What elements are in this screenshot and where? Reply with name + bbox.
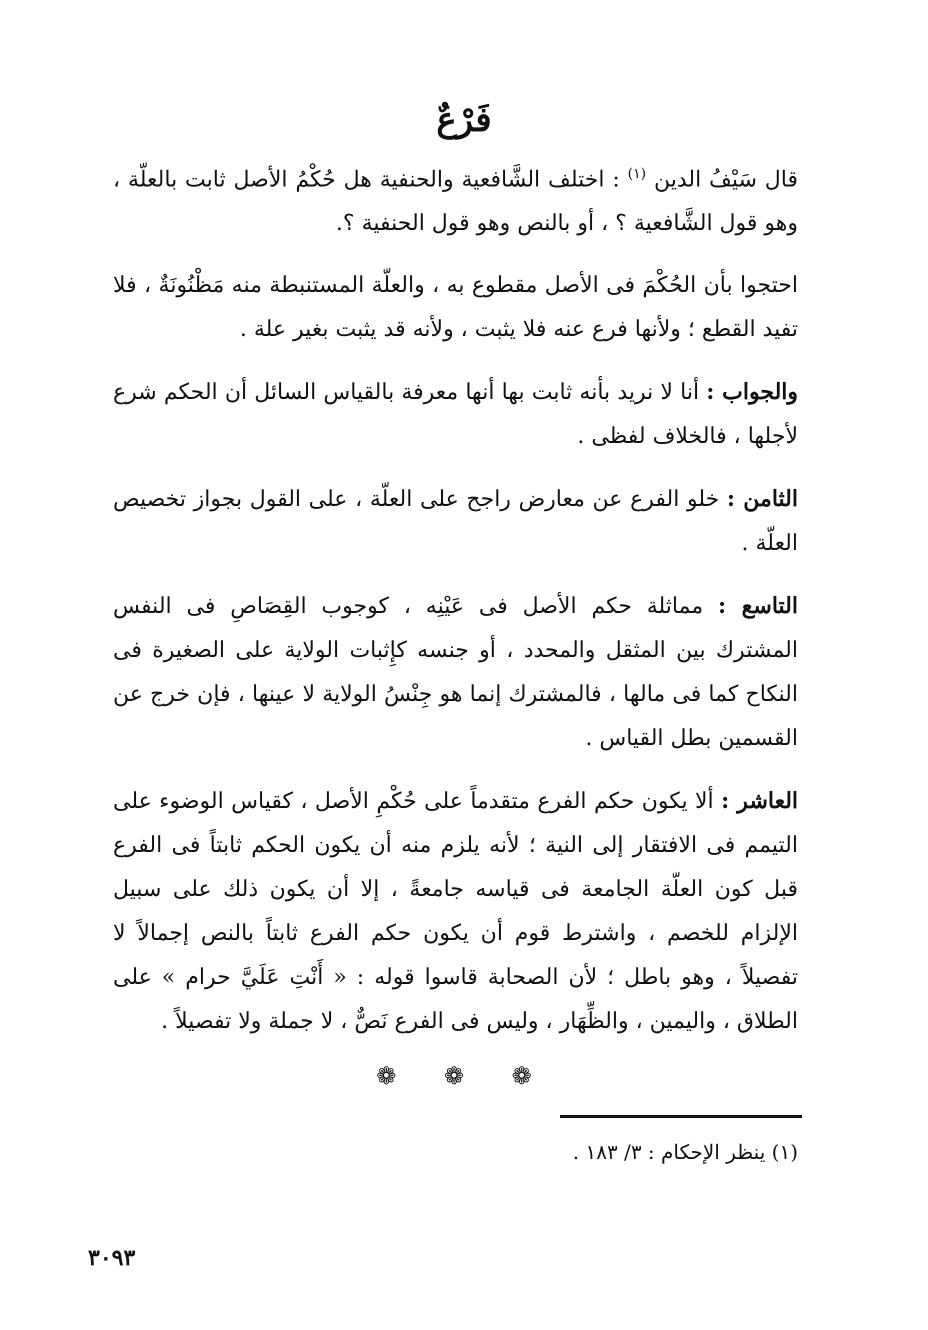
- paragraph-1-text-cont: : اختلف الشَّافعية والحنفية هل حُكْمُ الأصل ثابت بالعلّة ، وهو قول الشَّافعية ؟ ، أو بالنص وهو قول الحنفية ؟.: [113, 167, 798, 237]
- paragraph-6-text: ألا يكون حكم الفرع متقدماً على حُكْمِ الأصل ، كقياس الوضوء على التيمم فى الافتقار إلى النية ؛ لأنه يلزم منه أن يكون الحكم ثابتاً فى الفرع قبل كون العلّة الجامعة فى قياسه جامعةً ، إلا أن يكون ذلك على سبيل الإلزام للخصم ، واشترط قوم أن يكون حكم الفرع ثابتاً بالنص إجمالاً لا تفصيلاً ، وهو باطل ؛ لأن الصحابة قاسوا قوله : « أَنْتِ عَلَيَّ حرام » على الطلاق ، واليمين ، والظِّهَار ، وليس فى الفرع نَصٌّ ، لا جملة ولا تفصيلاً .: [113, 789, 798, 1035]
- paragraph-3-text: أنا لا نريد بأنه ثابت بها أنها معرفة بالقياس السائل أن الحكم شرع لأجلها ، فالخلاف لفظى .: [113, 380, 798, 450]
- paragraph-2: [113, 264, 798, 352]
- page-number: ٣٠٩٣: [88, 1245, 136, 1271]
- section-separator-ornament: ❁ ❁ ❁: [376, 1062, 552, 1090]
- paragraph-3: [113, 370, 798, 459]
- paragraph-4-text: خلو الفرع عن معارض راجح على العلّة ، على القول بجواز تخصيص العلّة .: [113, 487, 798, 557]
- paragraph-1: [113, 152, 798, 246]
- section-title: فَرْعٌ: [436, 100, 492, 140]
- paragraph-6-lead: العاشر :: [721, 788, 799, 815]
- footnote: (١) ينظر الإحكام : ٣/ ١٨٣ .: [572, 1140, 798, 1164]
- paragraph-2-text: احتجوا بأن الحُكْمَ فى الأصل مقطوع به ، والعلّة المستنبطة منه مَظْنُونَةٌ ، فلا تفيد القطع ؛ ولأنها فرع عنه فلا يثبت ، ولأنه قد يثبت بغير علة .: [113, 273, 798, 343]
- paragraph-1-text: قال سَيْفُ الدين: [653, 167, 798, 193]
- paragraph-3-lead: والجواب :: [706, 379, 799, 406]
- paragraph-5-lead: التاسع :: [718, 593, 798, 620]
- paragraph-4-lead: الثامن :: [726, 486, 798, 513]
- paragraph-5: [113, 584, 798, 761]
- footnote-reference: (١): [627, 166, 647, 182]
- paragraph-6: [113, 779, 798, 1044]
- body-text: [113, 152, 798, 1062]
- paragraph-4: [113, 477, 798, 566]
- footnote-divider: [560, 1115, 802, 1118]
- paragraph-5-text: مماثلة حكم الأصل فى عَيْنِه ، كوجوب القِصَاصِ فى النفس المشترك بين المثقل والمحدد ، أو جنسه كإِثبات الولاية على الصغيرة فى النكاح كما فى مالها ، فالمشترك إنما هو جِنْسُ الولاية لا عينها ، فإن خرج عن القسمين بطل القياس .: [113, 594, 798, 752]
